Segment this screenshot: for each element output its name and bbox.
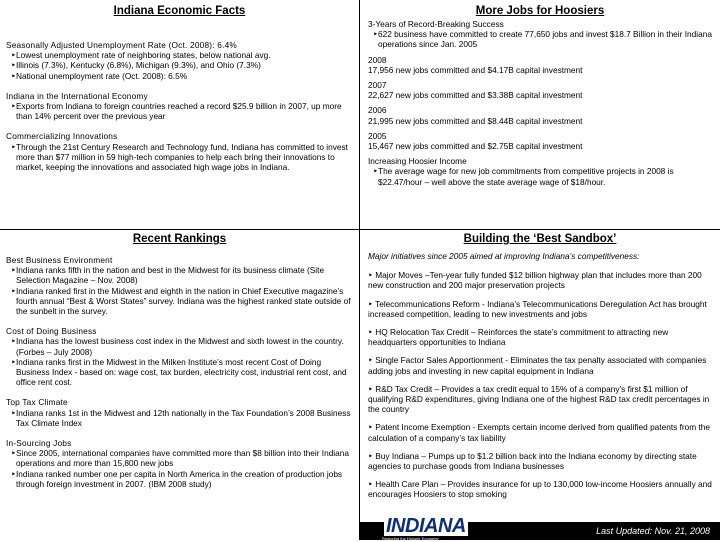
year-block [368,105,716,125]
logo-text: INDIANA [386,515,466,537]
bullet-icon: ‣ [368,355,373,366]
bullet-icon: ‣ [373,29,378,40]
record-title: 3-Years of Record-Breaking Success [368,19,504,29]
recent-rankings-panel [0,230,360,540]
bullet-item: ‣Indiana has the lowest business cost index in the Midwest and sixth lowest in the country. (Forbes – July 2008) [11,336,344,357]
economic-facts-title: Indiana Economic Facts [113,5,246,17]
business-env-section [6,255,356,316]
bullet-icon: ‣ [373,166,378,177]
year-block [368,55,716,75]
initiative-item: ‣ Patent Income Exemption - Exempts certain income derived from qualified patents from the calculation of a company’s tax liability [368,422,711,443]
bullet-icon: ‣ [11,356,16,367]
bullet-icon: ‣ [11,50,16,61]
tax-section [6,397,356,428]
bullet-item: ‣622 business have committed to create 77,650 jobs and invest $18.7 Billion in their Indiana operations since Jan. 2005 [373,29,712,50]
year-text: 22,627 new jobs committed and $3.38B capital investment [368,90,583,101]
bullet-icon: ‣ [11,60,16,71]
bullet-icon: ‣ [368,450,373,461]
bullet-item: ‣Illinois (7.3%), Kentucky (6.8%), Michigan (9.3%), and Ohio (7.3%) [11,60,261,71]
bullet-icon: ‣ [11,141,16,152]
income-title: Increasing Hoosier Income [368,156,467,167]
more-jobs-panel [360,0,720,230]
bullet-icon: ‣ [368,479,373,490]
bullet-icon: ‣ [368,422,373,433]
bullet-item: ‣National unemployment rate (Oct. 2008): 6.5% [11,70,188,81]
bullet-item: ‣The average wage for new job commitments from competitive projects in 2008 is $22.47/hour – well above the state average wage of $18/hour. [373,166,674,187]
bullet-icon: ‣ [11,407,16,418]
bullet-icon: ‣ [11,70,16,81]
bullet-icon: ‣ [368,270,373,281]
unemployment-section [6,40,356,81]
initiative-item: ‣ Major Moves –Ten-year fully funded $12 billion highway plan that includes more than 200 new construction and 200 major preservation projects [368,270,702,291]
logo-subtitle: Restoring the Hoosier Economy [382,536,439,541]
bullet-icon: ‣ [11,448,16,459]
initiative-item: ‣ HQ Relocation Tax Credit – Reinforces the state’s commitment to attracting new headquarters opportunities to Indiana [368,327,669,348]
indiana-logo [378,516,498,542]
footer-bar [360,515,720,541]
initiative-item: ‣ Buy Indiana – Pumps up to $1.2 billion back into the Indiana economy by directing state agencies to purchase goods from Indiana businesses [368,450,697,472]
initiative-item: ‣ Telecommunications Reform - Indiana’s Telecommunications Deregulation Act has brought increased competition, leading to new investments and jobs [368,298,707,319]
bullet-item: ‣Indiana ranks first in the Midwest in the Milken Institute’s most recent Cost of Doing Business Index - based on: wage cost, tax burden, electricity cost, industrial rent cost, and office rent cost. [11,356,347,388]
bullet-icon: ‣ [368,327,373,338]
bullet-icon: ‣ [11,265,16,276]
bullet-icon: ‣ [368,383,373,394]
year-text: 15,467 new jobs committed and $2.75B capital investment [368,141,583,152]
section-title: Best Business Environment [6,255,113,265]
bullet-icon: ‣ [11,468,16,479]
bullet-item: ‣Through the 21st Century Research and Technology fund, Indiana has committed to invest more than $77 million in 59 high-tech companies to help each bring their innovations to market, keeping the innovations and associated high wage jobs in Indiana. [11,141,348,173]
insourcing-section [6,438,356,489]
cost-section [6,326,356,387]
initiative-item: ‣ Health Care Plan – Provides insurance for up to 130,000 low-income Hoosiers annually and encourages Hoosiers to stop smoking [368,479,712,500]
best-sandbox-panel [360,230,720,540]
international-section [6,91,356,122]
initiative-item: ‣ Single Factor Sales Apportionment - Eliminates the tax penalty associated with companies adding jobs and investing in new capital equipment in Indiana [368,355,707,376]
year-label: 2008 [368,54,387,65]
bullet-item: ‣Indiana ranked first in the Midwest and eighth in the nation in Chief Executive magazine’s fourth annual “Best & Worst States” survey. Indiana was the highest ranked state outside of the sunbelt in the survey. [11,285,351,317]
economic-facts-panel [0,0,360,230]
year-label: 2006 [368,105,387,116]
bullet-icon: ‣ [11,101,16,112]
year-block [368,131,716,151]
more-jobs-title: More Jobs for Hoosiers [475,5,605,17]
sandbox-intro: Major initiatives since 2005 aimed at improving Indiana’s competitiveness: [368,251,640,261]
bullet-item: ‣Indiana ranks 1st in the Midwest and 12th nationally in the Tax Foundation’s 2008 Business Tax Climate Index [11,407,351,428]
bullet-item: ‣Indiana ranked number one per capita in North America in the creation of production jobs through foreign investment in 2007. (IBM 2008 study) [11,468,343,489]
section-title: Seasonally Adjusted Unemployment Rate (Oct. 2008): 6.4% [6,40,237,50]
section-title: Commercializing Innovations [6,131,118,142]
bullet-icon: ‣ [368,298,373,309]
recent-rankings-title: Recent Rankings [132,233,227,245]
section-title: Top Tax Climate [6,397,68,408]
initiative-item: ‣ R&D Tax Credit – Provides a tax credit equal to 15% of a company’s first $1 million of qualifying R&D expenditures, giving Indiana one of the highest R&D tax credit percentages in the country [368,383,710,415]
bullet-item: ‣Indiana ranks fifth in the nation and best in the Midwest for its business climate (Site Selection Magazine – Nov. 2008) [11,265,325,286]
bullet-icon: ‣ [11,336,16,347]
commercializing-section [6,131,356,172]
bullet-icon: ‣ [11,285,16,296]
bullet-item: ‣Exports from Indiana to foreign countries reached a record $25.9 billion in 2007, up more than 14% percent over the previous year [11,101,342,122]
year-block [368,80,716,100]
section-title: Cost of Doing Business [6,326,97,337]
section-title: Indiana in the International Economy [6,90,148,101]
year-text: 17,956 new jobs committed and $4.17B capital investment [368,64,583,75]
last-updated: Last Updated: Nov. 21, 2008 [596,526,710,536]
year-label: 2005 [368,130,387,141]
bullet-item: ‣Lowest unemployment rate of neighboring states, below national avg. [11,50,271,61]
best-sandbox-title: Building the ‘Best Sandbox’ [463,233,617,245]
year-text: 21,995 new jobs committed and $8.44B capital investment [368,115,583,126]
section-title: In-Sourcing Jobs [6,438,72,449]
year-label: 2007 [368,80,387,91]
bullet-item: ‣Since 2005, international companies have committed more than $8 billion into their Indiana operations and more than 15,800 new jobs [11,448,349,469]
